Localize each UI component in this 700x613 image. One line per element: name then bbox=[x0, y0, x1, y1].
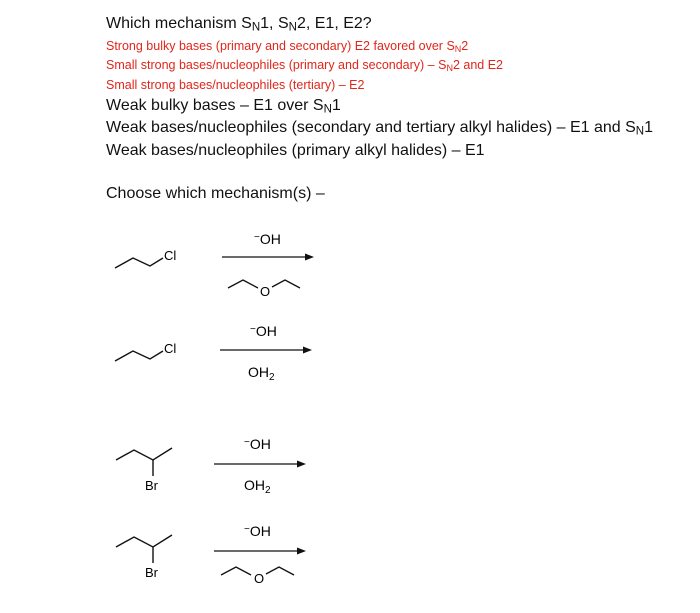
title-part: Which mechanism S bbox=[106, 15, 252, 32]
rule-red-2 bbox=[106, 56, 691, 75]
substrate-halogen-label: Br bbox=[145, 565, 158, 580]
substrate-halogen-label: Cl bbox=[164, 248, 177, 263]
reagent-label: −OH bbox=[244, 436, 271, 452]
rule-subscript: N bbox=[454, 43, 462, 54]
bromobutane-structure bbox=[116, 535, 172, 563]
rule-text: Small strong bases/nucleophiles (tertiary) – E2 bbox=[106, 77, 365, 92]
rule-text: 2 bbox=[461, 39, 469, 54]
reaction-2 bbox=[0, 313, 700, 388]
question-title bbox=[106, 14, 691, 35]
rule-black-3 bbox=[106, 140, 691, 162]
rule-subscript: N bbox=[323, 103, 332, 116]
question-text-block bbox=[106, 14, 691, 162]
substrate-halogen-label: Cl bbox=[164, 341, 177, 356]
rule-black-1 bbox=[106, 95, 691, 117]
rule-text: Weak bases/nucleophiles (primary alkyl halides) – E1 bbox=[106, 141, 485, 159]
ether-oxygen-label: O bbox=[254, 571, 265, 586]
rule-text: Small strong bases/nucleophiles (primary and secondary) – S bbox=[106, 58, 447, 73]
reaction-3 bbox=[0, 430, 700, 500]
rule-text: 2 and E2 bbox=[452, 58, 503, 73]
reagent-label: −OH bbox=[254, 231, 281, 247]
ether-oxygen-label: O bbox=[260, 284, 271, 299]
reagent-label: −OH bbox=[244, 523, 271, 539]
rule-text: Weak bulky bases – E1 over S bbox=[106, 97, 324, 114]
title-subscript: N bbox=[251, 21, 261, 34]
rule-text: 1 bbox=[331, 97, 341, 114]
rule-red-1 bbox=[106, 37, 691, 56]
rule-text: 1 bbox=[644, 119, 654, 137]
chloropropane-structure bbox=[115, 351, 163, 361]
bromobutane-structure bbox=[116, 448, 172, 476]
reaction-arrow bbox=[214, 461, 306, 468]
rule-subscript: N bbox=[635, 125, 645, 138]
substrate-halogen-label: Br bbox=[145, 478, 158, 493]
choose-prompt: Choose which mechanism(s) – bbox=[106, 185, 325, 202]
title-part: 1, S bbox=[260, 15, 289, 32]
rule-subscript: N bbox=[446, 63, 453, 74]
water-solvent-label: $OH_2$ bbox=[248, 364, 275, 383]
reagent-label: −OH bbox=[250, 323, 277, 339]
rule-red-3 bbox=[106, 76, 691, 95]
reaction-arrow bbox=[220, 347, 312, 354]
title-subscript: N bbox=[288, 21, 297, 34]
rule-text: Strong bulky bases (primary and secondary) E2 favored over S bbox=[106, 39, 455, 54]
reaction-arrow bbox=[222, 254, 314, 261]
title-part: 2, E1, E2? bbox=[296, 15, 372, 32]
water-solvent-label: $OH_2$ bbox=[244, 477, 271, 496]
rule-black-2 bbox=[106, 117, 691, 139]
reaction-arrow bbox=[214, 548, 306, 555]
chloropropane-structure bbox=[115, 258, 163, 268]
rule-text: Weak bases/nucleophiles (secondary and tertiary alkyl halides) – E1 and S bbox=[106, 119, 636, 137]
reaction-1 bbox=[0, 220, 700, 300]
reaction-4 bbox=[0, 517, 700, 597]
